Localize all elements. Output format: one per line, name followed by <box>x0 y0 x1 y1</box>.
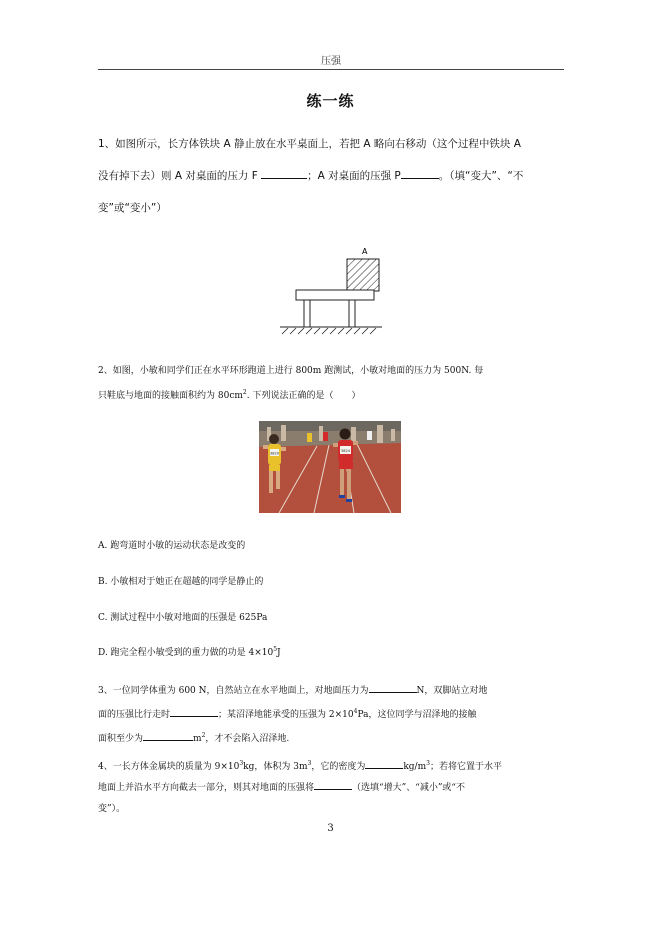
q2-option-c: C. 测试过程中小敏对地面的压强是 625Pa <box>98 613 268 623</box>
table-top <box>296 290 374 300</box>
q3-blank-compare[interactable] <box>170 706 218 717</box>
q3-line-2: 面的压强比行走时 ；某沼泽地能承受的压强为 $2\times 10^4Pa$，这位同学与沼泽地的接触 <box>98 708 477 720</box>
q3-line-1: 3、一位同学体重为 600 N，自然站立在水平地面上，对地面压力为 N，双脚站立对地 <box>98 682 564 700</box>
svg-text:3824: 3824 <box>341 449 350 453</box>
q2-option-b: B. 小敏相对于她正在超越的同学是静止的 <box>98 577 264 587</box>
q2-option-a: A. 跑弯道时小敏的运动状态是改变的 <box>98 541 246 551</box>
iron-block <box>347 259 379 291</box>
q4-line-1: 4、一长方体金属块的质量为 $9\times 10^3kg$，体积为 $3m^3$，它的密度为 $kg/m^3$；若将它置于水平 <box>98 760 502 772</box>
table-block-figure <box>278 244 384 339</box>
block-label: A <box>362 247 368 256</box>
question-4 <box>98 755 564 818</box>
q4-blank-pressure[interactable] <box>314 779 352 790</box>
q1-line-1: 1、如图所示，长方体铁块 A 静止放在水平桌面上，若把 A 略向右移动（这个过程中铁块 A <box>98 138 521 150</box>
page-header: 压强 <box>321 56 341 67</box>
ground-hatching <box>282 328 376 334</box>
q4-blank-density[interactable] <box>365 758 403 769</box>
q1-blank-pressure[interactable] <box>401 166 439 179</box>
q1-blank-force[interactable] <box>261 166 307 179</box>
q1-line-2: 没有掉下去）则 A 对桌面的压力 F ；A 对桌面的压强 P 。（填“变大”、“不 <box>98 166 564 186</box>
header-rule <box>98 69 564 70</box>
question-2 <box>98 362 564 405</box>
page-number: 3 <box>327 823 334 834</box>
svg-text:3820: 3820 <box>270 451 279 456</box>
running-track-photo <box>259 421 401 513</box>
q1-line-3: 变”或“变小”） <box>98 202 167 214</box>
question-1 <box>98 134 564 218</box>
q2-line-1: 2、如图，小敏和同学们正在水平环形跑道上进行 800m 跑测试，小敏对地面的压力为 500N. 每 <box>98 366 484 376</box>
q3-line-3: 面积至少为 $m^2$，才不会陷入沼泽地. <box>98 732 290 744</box>
table-leg-left <box>304 300 310 327</box>
q3-blank-area[interactable] <box>143 730 193 741</box>
question-3 <box>98 682 564 748</box>
table-leg-right <box>349 300 355 327</box>
q2-option-d: D. 跑完全程小敏受到的重力做的功是 $4\times 10^5J$ <box>98 646 281 658</box>
q4-line-2: 地面上并沿水平方向截去一部分，则其对地面的压强将 （选填“增大”、“减小”或“不 <box>98 779 564 797</box>
page-title: 练一练 <box>306 92 355 110</box>
q3-blank-force[interactable] <box>369 682 417 693</box>
q4-line-3: 变”）。 <box>98 804 126 814</box>
q2-line-2: 只鞋底与地面的接触面积约为 $80cm^2$. 下列说法正确的是（ ） <box>98 389 361 401</box>
